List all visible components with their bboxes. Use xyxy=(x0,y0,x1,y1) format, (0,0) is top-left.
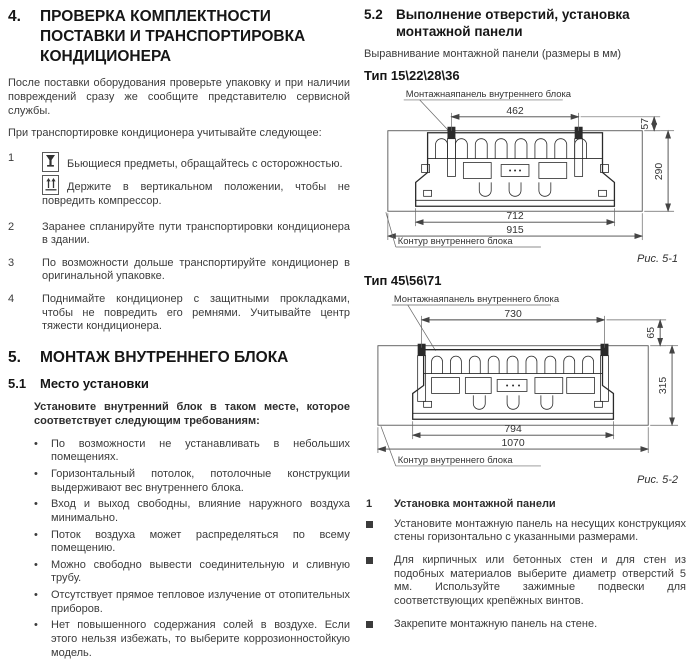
item-text: Поднимайте кондиционер с защитными прокладками, чтобы не повредить его ремнями. Учитывайте центр тяжести кондиционера. xyxy=(42,293,350,333)
item-number: 1 xyxy=(8,151,15,164)
left-column xyxy=(8,7,350,660)
fragile-icon xyxy=(42,152,59,172)
section-title: Выполнение отверстий, установка монтажной панели xyxy=(396,7,630,39)
dim-contour-width: 915 xyxy=(506,224,524,236)
bullet-icon xyxy=(34,468,51,495)
list-item xyxy=(8,559,350,586)
bullet-icon xyxy=(34,498,51,525)
intro-paragraph: Установите внутренний блок в таком месте, которое соответствует следующим требованиям: xyxy=(34,401,350,427)
item-text: Закрепите монтажную панель на стене. xyxy=(394,617,598,630)
right-column xyxy=(364,7,686,641)
panel-label: Монтажнаяпанель внутреннего блока xyxy=(393,293,560,305)
bullet-text: Вход и выход свободны, влияние наружного воздуха минимально. xyxy=(51,498,350,524)
bullet-icon xyxy=(34,619,51,660)
square-bullet-icon xyxy=(366,518,394,545)
figure-caption: Рис. 5-1 xyxy=(637,252,678,265)
section-5-heading xyxy=(8,348,350,368)
dim-height: 315 xyxy=(658,376,670,394)
list-item xyxy=(8,468,350,495)
item-text: Бьющиеся предметы, обращайтесь с осторожностью. xyxy=(67,157,343,170)
mounting-panel-drawing-type1 xyxy=(364,87,682,248)
install-heading xyxy=(366,498,686,510)
install-title: Установка монтажной панели xyxy=(394,497,556,510)
bullet-text: Нет повышенного содержания солей в воздухе. Если этого нельзя избежать, то выберите коррозионностойкую модель. xyxy=(51,619,350,659)
transport-item xyxy=(8,257,350,284)
section-number: 5. xyxy=(8,348,21,366)
item-text: По возможности дольше транспортируйте кондиционер в оригинальной упаковке. xyxy=(42,256,350,283)
list-item xyxy=(366,618,686,633)
figure-5-1 xyxy=(364,87,682,265)
mounting-panel-drawing-type2 xyxy=(364,292,682,469)
dim-top: 730 xyxy=(504,308,522,320)
list-item xyxy=(8,438,350,465)
item-number: 1 xyxy=(366,497,373,510)
figure-5-2 xyxy=(364,292,682,486)
contour-label: Контур внутреннего блока xyxy=(397,454,513,466)
paragraph: При транспортировке кондиционера учитывайте следующее: xyxy=(8,127,322,140)
section-number: 4. xyxy=(8,8,21,25)
item-number: 4 xyxy=(8,293,15,306)
square-bullet-icon xyxy=(366,554,394,609)
section-4-heading xyxy=(8,7,350,66)
contour-label: Контур внутреннего блока xyxy=(397,235,513,247)
dim-contour-width: 1070 xyxy=(501,437,525,449)
dim-panel-width: 712 xyxy=(506,210,524,222)
bullet-text: Горизонтальный потолок, потолочные конструкции выдерживают вес внутреннего блока. xyxy=(51,468,350,494)
bullet-icon xyxy=(34,589,51,616)
list-item xyxy=(8,619,350,660)
list-item xyxy=(8,589,350,616)
type-1-title: Тип 15\22\28\36 xyxy=(364,67,460,83)
align-note: Выравнивание монтажной панели (размеры в мм) xyxy=(364,47,622,60)
list-item xyxy=(8,529,350,556)
bullet-text: По возможности не устанавливать в небольших помещениях. xyxy=(51,437,350,464)
section-number: 5.1 xyxy=(8,375,27,391)
bullet-text: Отсутствует прямое тепловое излучение от отопительных приборов. xyxy=(51,589,350,615)
mounting-panel xyxy=(413,343,614,419)
section-5-1-heading xyxy=(8,376,350,392)
list-item xyxy=(8,498,350,525)
item-text: Заранее спланируйте пути транспортировки кондиционера в здании. xyxy=(42,220,350,247)
dim-height: 290 xyxy=(654,162,666,180)
dim-offset: 65 xyxy=(646,326,658,339)
item-number: 2 xyxy=(8,220,15,233)
bullet-icon xyxy=(34,438,51,465)
item-number: 3 xyxy=(8,256,15,269)
square-bullet-icon xyxy=(366,618,394,633)
list-item xyxy=(366,518,686,545)
item-text: Установите монтажную панель на несущих конструкциях стены горизонтально с указанными размерами. xyxy=(394,517,686,544)
bullet-text: Можно свободно вывести соединительную и сливную трубу. xyxy=(51,558,350,585)
panel-label: Монтажнаяпанель внутреннего блока xyxy=(405,88,572,100)
list-item xyxy=(366,554,686,609)
transport-item xyxy=(8,221,350,248)
transport-item xyxy=(8,293,350,334)
mounting-panel xyxy=(416,127,615,207)
dim-panel-width: 794 xyxy=(504,423,522,435)
section-title: Место установки xyxy=(40,375,149,391)
dim-top: 462 xyxy=(506,105,524,117)
type-2-title: Тип 45\56\71 xyxy=(364,272,442,288)
dim-offset: 57 xyxy=(640,117,652,130)
paragraph: После поставки оборудования проверьте упаковку и при наличии повреждений сразу же сообщите представителю сервисной службы. xyxy=(8,77,350,117)
item-text: Для кирпичных или бетонных стен и для стен из подобных материалов выберите диаметр отверстий 5 мм. Используйте зажимные подвески для соответствующих крепёжных винтов. xyxy=(394,554,686,607)
figure-caption: Рис. 5-2 xyxy=(637,473,678,486)
this-way-up-icon xyxy=(42,175,59,195)
item-text: Держите в вертикальном положении, чтобы не повредить компрессор. xyxy=(42,180,350,207)
section-title: ПРОВЕРКА КОМПЛЕКТНОСТИ ПОСТАВКИ И ТРАНСПОРТИРОВКА КОНДИЦИОНЕРА xyxy=(40,8,306,65)
transport-item xyxy=(8,152,350,212)
bullet-icon xyxy=(34,559,51,586)
bullet-icon xyxy=(34,529,51,556)
section-title: МОНТАЖ ВНУТРЕННЕГО БЛОКА xyxy=(40,348,289,366)
bullet-text: Поток воздуха может распределяться по всему помещению. xyxy=(51,528,350,555)
section-number: 5.2 xyxy=(364,7,383,22)
section-5-2-heading xyxy=(364,7,686,41)
